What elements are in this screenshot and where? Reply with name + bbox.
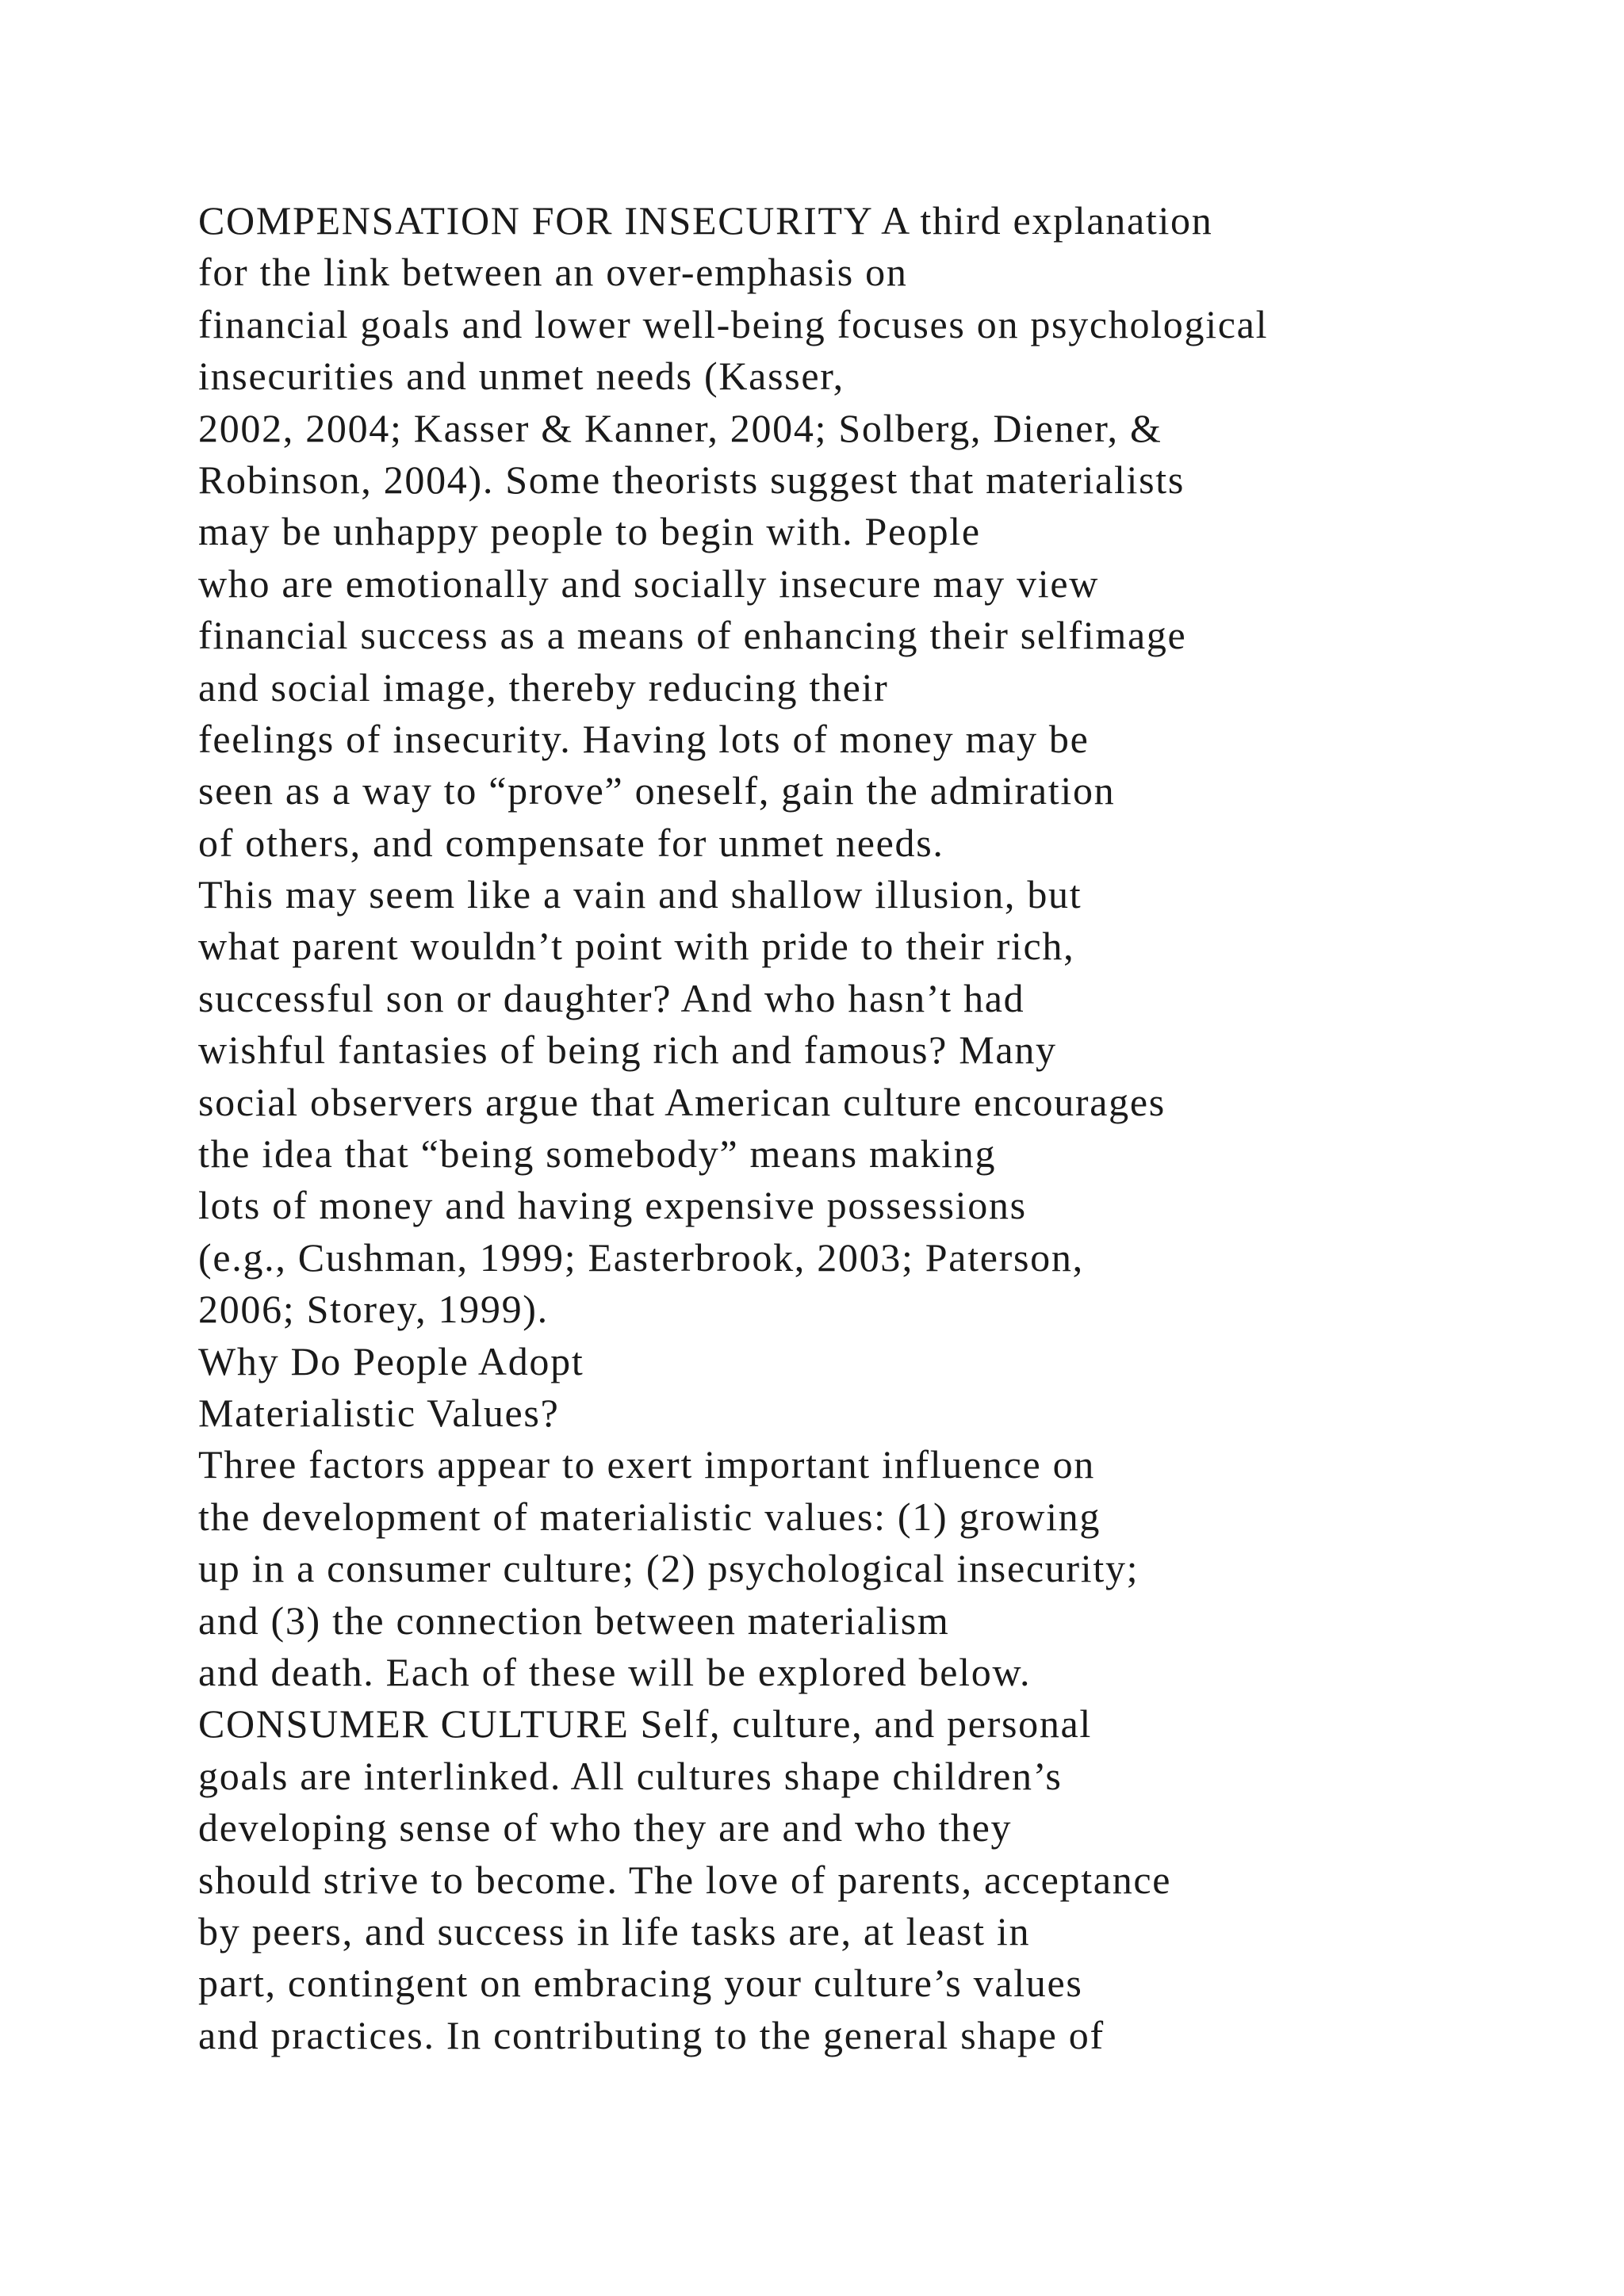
text-line: CONSUMER CULTURE Self, culture, and personal (198, 1701, 1093, 1747)
document-body (198, 195, 1546, 2061)
text-line: for the link between an over-emphasis on (198, 250, 908, 295)
text-line: and social image, thereby reducing their (198, 664, 889, 710)
text-line: the idea that “being somebody” means making (198, 1131, 997, 1177)
section-heading-line: Materialistic Values? (198, 1390, 560, 1435)
text-line: and death. Each of these will be explored below. (198, 1649, 1032, 1694)
text-line: feelings of insecurity. Having lots of money may be (198, 716, 1090, 761)
text-line: of others, and compensate for unmet needs. (198, 820, 944, 865)
text-line: seen as a way to “prove” oneself, gain the admiration (198, 768, 1116, 813)
text-line: what parent wouldn’t point with pride to their rich, (198, 924, 1075, 969)
text-line: Robinson, 2004). Some theorists suggest that materialists (198, 457, 1185, 502)
text-line: social observers argue that American culture encourages (198, 1079, 1166, 1124)
section-heading-line: Why Do People Adopt (198, 1338, 584, 1383)
text-line: and practices. In contributing to the general shape of (198, 2012, 1105, 2057)
text-line: should strive to become. The love of parents, acceptance (198, 1857, 1172, 1902)
text-line: by peers, and success in life tasks are, at least in (198, 1908, 1031, 1954)
text-line: lots of money and having expensive possessions (198, 1183, 1027, 1228)
text-line: wishful fantasies of being rich and famous? Many (198, 1027, 1057, 1073)
text-line: Three factors appear to exert important influence on (198, 1442, 1095, 1487)
text-line: the development of materialistic values: (1) growing (198, 1494, 1101, 1539)
text-line: 2006; Storey, 1999). (198, 1287, 549, 1332)
text-line: 2002, 2004; Kasser & Kanner, 2004; Solberg, Diener, & (198, 405, 1162, 450)
text-line: financial goals and lower well-being focuses on psychological (198, 301, 1269, 346)
text-line: COMPENSATION FOR INSECURITY A third explanation (198, 198, 1213, 243)
text-line: This may seem like a vain and shallow illusion, but (198, 872, 1082, 917)
text-line: may be unhappy people to begin with. People (198, 509, 981, 554)
text-line: insecurities and unmet needs (Kasser, (198, 354, 845, 399)
text-line: who are emotionally and socially insecure may view (198, 561, 1100, 606)
text-line: part, contingent on embracing your culture’s values (198, 1961, 1083, 2006)
text-line: goals are interlinked. All cultures shape children’s (198, 1753, 1063, 1798)
text-line: successful son or daughter? And who hasn’t had (198, 975, 1025, 1020)
text-line: financial success as a means of enhancing their selfimage (198, 613, 1187, 658)
text-line: developing sense of who they are and who they (198, 1805, 1013, 1850)
text-line: (e.g., Cushman, 1999; Easterbrook, 2003; Paterson, (198, 1234, 1084, 1280)
text-line: up in a consumer culture; (2) psychological insecurity; (198, 1546, 1139, 1591)
text-line: and (3) the connection between materialism (198, 1598, 950, 1643)
